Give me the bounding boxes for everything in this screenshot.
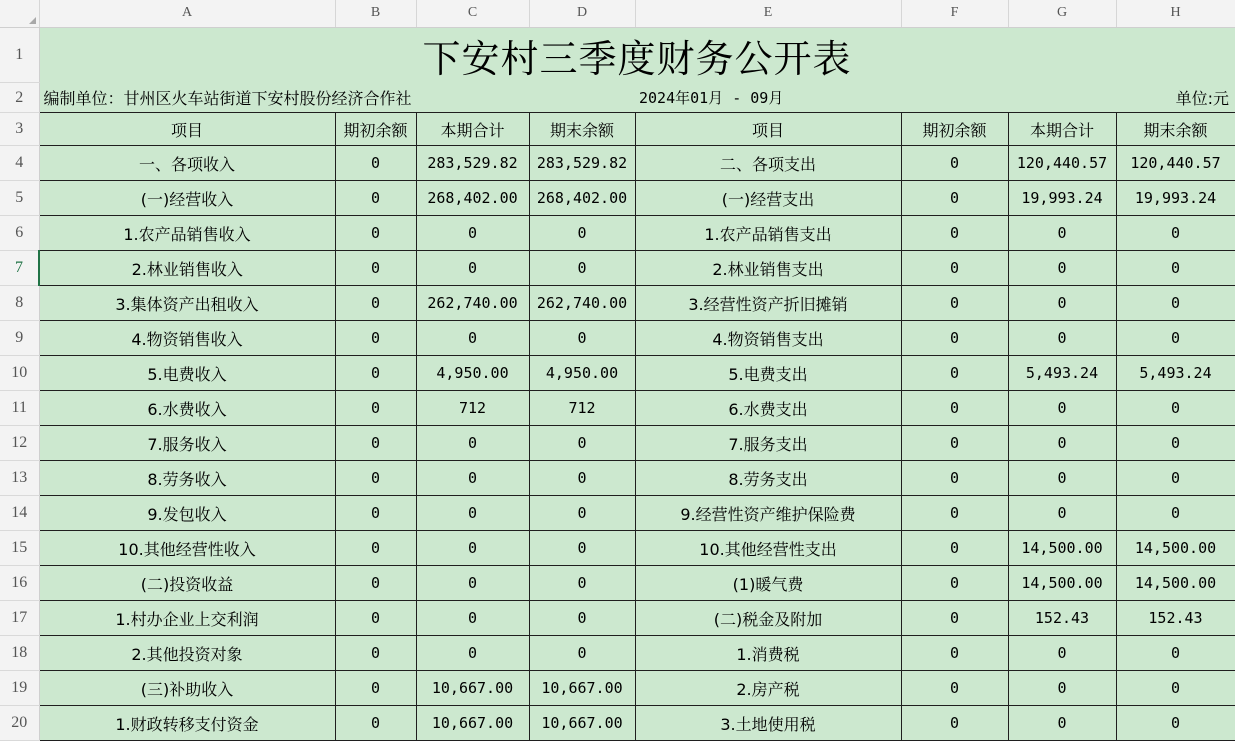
expense-item-cell[interactable]: 10.其他经营性支出 — [635, 531, 901, 566]
row-header[interactable]: 5 — [0, 181, 39, 216]
expense-opening-cell[interactable]: 0 — [901, 531, 1008, 566]
expense-item-cell[interactable]: 8.劳务支出 — [635, 461, 901, 496]
currency-unit-cell[interactable]: 单位:元 — [1116, 83, 1235, 113]
expense-item-cell[interactable]: (1)暖气费 — [635, 566, 901, 601]
header-opening-balance[interactable]: 期初余额 — [901, 113, 1008, 146]
income-item-cell[interactable]: 5.电费收入 — [39, 356, 335, 391]
expense-period-cell[interactable]: 0 — [1008, 496, 1116, 531]
table-row — [0, 146, 1235, 181]
income-period-cell[interactable]: 0 — [416, 496, 529, 531]
income-item-cell[interactable]: 9.发包收入 — [39, 496, 335, 531]
income-item-cell[interactable]: 1.财政转移支付资金 — [39, 706, 335, 741]
income-period-cell[interactable]: 10,667.00 — [416, 706, 529, 741]
income-closing-cell[interactable]: 0 — [529, 496, 635, 531]
income-opening-cell[interactable]: 0 — [335, 181, 416, 216]
row-header[interactable]: 17 — [0, 601, 39, 636]
income-item-cell[interactable]: 一、各项收入 — [39, 146, 335, 181]
expense-closing-cell[interactable]: 0 — [1116, 216, 1235, 251]
income-period-cell[interactable]: 283,529.82 — [416, 146, 529, 181]
income-closing-cell[interactable]: 0 — [529, 601, 635, 636]
income-closing-cell[interactable]: 0 — [529, 321, 635, 356]
expense-item-cell[interactable]: 2.房产税 — [635, 671, 901, 706]
select-all-icon — [29, 17, 36, 24]
header-closing-balance[interactable]: 期末余额 — [1116, 113, 1235, 146]
income-opening-cell[interactable]: 0 — [335, 496, 416, 531]
expense-opening-cell[interactable]: 0 — [901, 251, 1008, 286]
expense-period-cell[interactable]: 14,500.00 — [1008, 566, 1116, 601]
row-header[interactable]: 11 — [0, 391, 39, 426]
expense-opening-cell[interactable]: 0 — [901, 636, 1008, 671]
income-item-cell[interactable]: 10.其他经营性收入 — [39, 531, 335, 566]
expense-opening-cell[interactable]: 0 — [901, 496, 1008, 531]
row-header[interactable]: 3 — [0, 113, 39, 146]
table-row — [0, 391, 1235, 426]
expense-period-cell[interactable]: 0 — [1008, 286, 1116, 321]
column-header-row — [0, 0, 1235, 27]
expense-item-cell[interactable]: 1.消费税 — [635, 636, 901, 671]
expense-item-cell[interactable]: 1.农产品销售支出 — [635, 216, 901, 251]
income-closing-cell[interactable]: 0 — [529, 216, 635, 251]
income-closing-cell[interactable]: 0 — [529, 566, 635, 601]
row-header[interactable]: 16 — [0, 566, 39, 601]
expense-period-cell[interactable]: 0 — [1008, 321, 1116, 356]
expense-closing-cell[interactable]: 0 — [1116, 321, 1235, 356]
column-header-d[interactable]: D — [529, 0, 635, 27]
income-closing-cell[interactable]: 0 — [529, 426, 635, 461]
expense-period-cell[interactable]: 5,493.24 — [1008, 356, 1116, 391]
income-item-cell[interactable]: (一)经营收入 — [39, 181, 335, 216]
expense-period-cell[interactable]: 0 — [1008, 706, 1116, 741]
income-closing-cell[interactable]: 0 — [529, 531, 635, 566]
column-header-a[interactable]: A — [39, 0, 335, 27]
income-opening-cell[interactable]: 0 — [335, 531, 416, 566]
header-item-income[interactable]: 项目 — [39, 113, 335, 146]
income-period-cell[interactable]: 0 — [416, 251, 529, 286]
income-item-cell[interactable]: 6.水费收入 — [39, 391, 335, 426]
expense-closing-cell[interactable]: 0 — [1116, 251, 1235, 286]
income-closing-cell[interactable]: 262,740.00 — [529, 286, 635, 321]
table-row — [0, 321, 1235, 356]
table-row — [0, 496, 1235, 531]
expense-period-cell[interactable]: 14,500.00 — [1008, 531, 1116, 566]
header-item-expense[interactable]: 项目 — [635, 113, 901, 146]
table-row — [0, 356, 1235, 391]
income-item-cell[interactable]: 2.林业销售收入 — [39, 251, 335, 286]
income-opening-cell[interactable]: 0 — [335, 251, 416, 286]
income-period-cell[interactable]: 0 — [416, 461, 529, 496]
row-header[interactable]: 8 — [0, 286, 39, 321]
table-row — [0, 216, 1235, 251]
row-header[interactable]: 1 — [0, 27, 39, 83]
income-period-cell[interactable]: 712 — [416, 391, 529, 426]
income-period-cell[interactable]: 262,740.00 — [416, 286, 529, 321]
table-body — [0, 146, 1235, 741]
table-row — [0, 566, 1235, 601]
expense-item-cell[interactable]: 二、各项支出 — [635, 146, 901, 181]
income-period-cell[interactable]: 268,402.00 — [416, 181, 529, 216]
table-row — [0, 706, 1235, 741]
expense-opening-cell[interactable]: 0 — [901, 426, 1008, 461]
column-header-h[interactable]: H — [1116, 0, 1235, 27]
header-period-total[interactable]: 本期合计 — [416, 113, 529, 146]
expense-item-cell[interactable]: 5.电费支出 — [635, 356, 901, 391]
expense-opening-cell[interactable]: 0 — [901, 566, 1008, 601]
expense-opening-cell[interactable]: 0 — [901, 181, 1008, 216]
sheet-title[interactable]: 下安村三季度财务公开表 — [39, 27, 1235, 83]
expense-closing-cell[interactable]: 5,493.24 — [1116, 356, 1235, 391]
expense-period-cell[interactable]: 0 — [1008, 461, 1116, 496]
income-opening-cell[interactable]: 0 — [335, 216, 416, 251]
expense-item-cell[interactable]: (一)经营支出 — [635, 181, 901, 216]
income-opening-cell[interactable]: 0 — [335, 426, 416, 461]
income-opening-cell[interactable]: 0 — [335, 356, 416, 391]
income-opening-cell[interactable]: 0 — [335, 636, 416, 671]
expense-item-cell[interactable]: 3.土地使用税 — [635, 706, 901, 741]
column-header-f[interactable]: F — [901, 0, 1008, 27]
column-header-b[interactable]: B — [335, 0, 416, 27]
expense-closing-cell[interactable]: 14,500.00 — [1116, 531, 1235, 566]
income-period-cell[interactable]: 0 — [416, 321, 529, 356]
income-opening-cell[interactable]: 0 — [335, 461, 416, 496]
row-header[interactable]: 14 — [0, 496, 39, 531]
table-row — [0, 671, 1235, 706]
table-row — [0, 83, 1235, 113]
header-closing-balance[interactable]: 期末余额 — [529, 113, 635, 146]
table-header-row — [0, 113, 1235, 146]
expense-closing-cell[interactable]: 152.43 — [1116, 601, 1235, 636]
expense-closing-cell[interactable]: 0 — [1116, 391, 1235, 426]
income-period-cell[interactable]: 0 — [416, 566, 529, 601]
expense-closing-cell[interactable]: 0 — [1116, 671, 1235, 706]
row-header[interactable]: 20 — [0, 706, 39, 741]
period-cell[interactable]: 2024年01月 - 09月 — [635, 83, 1008, 113]
table-row — [0, 601, 1235, 636]
expense-closing-cell[interactable]: 0 — [1116, 461, 1235, 496]
row-header[interactable]: 10 — [0, 356, 39, 391]
expense-item-cell[interactable]: 7.服务支出 — [635, 426, 901, 461]
row-header[interactable]: 13 — [0, 461, 39, 496]
income-period-cell[interactable]: 0 — [416, 216, 529, 251]
income-item-cell[interactable]: (二)投资收益 — [39, 566, 335, 601]
income-opening-cell[interactable]: 0 — [335, 286, 416, 321]
income-closing-cell[interactable]: 268,402.00 — [529, 181, 635, 216]
table-row — [0, 426, 1235, 461]
expense-period-cell[interactable]: 152.43 — [1008, 601, 1116, 636]
income-closing-cell[interactable]: 0 — [529, 636, 635, 671]
table-row — [0, 286, 1235, 321]
income-closing-cell[interactable]: 10,667.00 — [529, 706, 635, 741]
expense-closing-cell[interactable]: 0 — [1116, 286, 1235, 321]
table-row — [0, 636, 1235, 671]
expense-period-cell[interactable]: 0 — [1008, 391, 1116, 426]
income-period-cell[interactable]: 4,950.00 — [416, 356, 529, 391]
expense-period-cell[interactable]: 0 — [1008, 671, 1116, 706]
expense-item-cell[interactable]: 9.经营性资产维护保险费 — [635, 496, 901, 531]
income-period-cell[interactable]: 0 — [416, 636, 529, 671]
table-row — [0, 531, 1235, 566]
expense-closing-cell[interactable]: 19,993.24 — [1116, 181, 1235, 216]
income-item-cell[interactable]: 1.农产品销售收入 — [39, 216, 335, 251]
income-closing-cell[interactable]: 712 — [529, 391, 635, 426]
income-period-cell[interactable]: 10,667.00 — [416, 671, 529, 706]
expense-period-cell[interactable]: 0 — [1008, 636, 1116, 671]
income-item-cell[interactable]: 4.物资销售收入 — [39, 321, 335, 356]
expense-period-cell[interactable]: 0 — [1008, 251, 1116, 286]
expense-opening-cell[interactable]: 0 — [901, 706, 1008, 741]
income-period-cell[interactable]: 0 — [416, 531, 529, 566]
income-item-cell[interactable]: (三)补助收入 — [39, 671, 335, 706]
income-period-cell[interactable]: 0 — [416, 601, 529, 636]
expense-closing-cell[interactable]: 0 — [1116, 636, 1235, 671]
reporting-unit-cell[interactable]: 编制单位：甘州区火车站街道下安村股份经济合作社 — [39, 83, 635, 113]
expense-item-cell[interactable]: 3.经营性资产折旧摊销 — [635, 286, 901, 321]
table-row — [0, 251, 1235, 286]
expense-opening-cell[interactable]: 0 — [901, 216, 1008, 251]
expense-closing-cell[interactable]: 120,440.57 — [1116, 146, 1235, 181]
expense-opening-cell[interactable]: 0 — [901, 671, 1008, 706]
expense-item-cell[interactable]: 4.物资销售支出 — [635, 321, 901, 356]
income-opening-cell[interactable]: 0 — [335, 671, 416, 706]
table-row — [0, 461, 1235, 496]
income-item-cell[interactable]: 1.村办企业上交利润 — [39, 601, 335, 636]
expense-opening-cell[interactable]: 0 — [901, 321, 1008, 356]
header-opening-balance[interactable]: 期初余额 — [335, 113, 416, 146]
row-header[interactable]: 18 — [0, 636, 39, 671]
expense-period-cell[interactable]: 19,993.24 — [1008, 181, 1116, 216]
row-header[interactable]: 12 — [0, 426, 39, 461]
row-header[interactable]: 9 — [0, 321, 39, 356]
expense-opening-cell[interactable]: 0 — [901, 356, 1008, 391]
column-header-e[interactable]: E — [635, 0, 901, 27]
income-closing-cell[interactable]: 4,950.00 — [529, 356, 635, 391]
column-header-c[interactable]: C — [416, 0, 529, 27]
expense-closing-cell[interactable]: 0 — [1116, 426, 1235, 461]
empty-cell[interactable] — [1008, 83, 1116, 113]
income-item-cell[interactable]: 7.服务收入 — [39, 426, 335, 461]
income-opening-cell[interactable]: 0 — [335, 391, 416, 426]
income-closing-cell[interactable]: 283,529.82 — [529, 146, 635, 181]
row-header[interactable]: 6 — [0, 216, 39, 251]
header-period-total[interactable]: 本期合计 — [1008, 113, 1116, 146]
income-opening-cell[interactable]: 0 — [335, 601, 416, 636]
income-opening-cell[interactable]: 0 — [335, 706, 416, 741]
row-header[interactable]: 15 — [0, 531, 39, 566]
row-header[interactable]: 19 — [0, 671, 39, 706]
table-row — [0, 27, 1235, 83]
expense-opening-cell[interactable]: 0 — [901, 601, 1008, 636]
expense-closing-cell[interactable]: 0 — [1116, 496, 1235, 531]
expense-item-cell[interactable]: 2.林业销售支出 — [635, 251, 901, 286]
expense-opening-cell[interactable]: 0 — [901, 391, 1008, 426]
expense-closing-cell[interactable]: 0 — [1116, 706, 1235, 741]
income-closing-cell[interactable]: 10,667.00 — [529, 671, 635, 706]
row-header[interactable]: 2 — [0, 83, 39, 113]
income-closing-cell[interactable]: 0 — [529, 251, 635, 286]
income-item-cell[interactable]: 3.集体资产出租收入 — [39, 286, 335, 321]
income-opening-cell[interactable]: 0 — [335, 146, 416, 181]
expense-opening-cell[interactable]: 0 — [901, 286, 1008, 321]
expense-closing-cell[interactable]: 14,500.00 — [1116, 566, 1235, 601]
income-opening-cell[interactable]: 0 — [335, 321, 416, 356]
expense-period-cell[interactable]: 0 — [1008, 426, 1116, 461]
row-header[interactable]: 4 — [0, 146, 39, 181]
expense-period-cell[interactable]: 120,440.57 — [1008, 146, 1116, 181]
select-all-corner[interactable] — [0, 0, 39, 27]
income-item-cell[interactable]: 2.其他投资对象 — [39, 636, 335, 671]
expense-opening-cell[interactable]: 0 — [901, 146, 1008, 181]
expense-item-cell[interactable]: (二)税金及附加 — [635, 601, 901, 636]
expense-opening-cell[interactable]: 0 — [901, 461, 1008, 496]
income-closing-cell[interactable]: 0 — [529, 461, 635, 496]
row-header[interactable]: 7 — [0, 251, 39, 286]
table-row — [0, 181, 1235, 216]
expense-item-cell[interactable]: 6.水费支出 — [635, 391, 901, 426]
income-item-cell[interactable]: 8.劳务收入 — [39, 461, 335, 496]
expense-period-cell[interactable]: 0 — [1008, 216, 1116, 251]
income-opening-cell[interactable]: 0 — [335, 566, 416, 601]
income-period-cell[interactable]: 0 — [416, 426, 529, 461]
column-header-g[interactable]: G — [1008, 0, 1116, 27]
